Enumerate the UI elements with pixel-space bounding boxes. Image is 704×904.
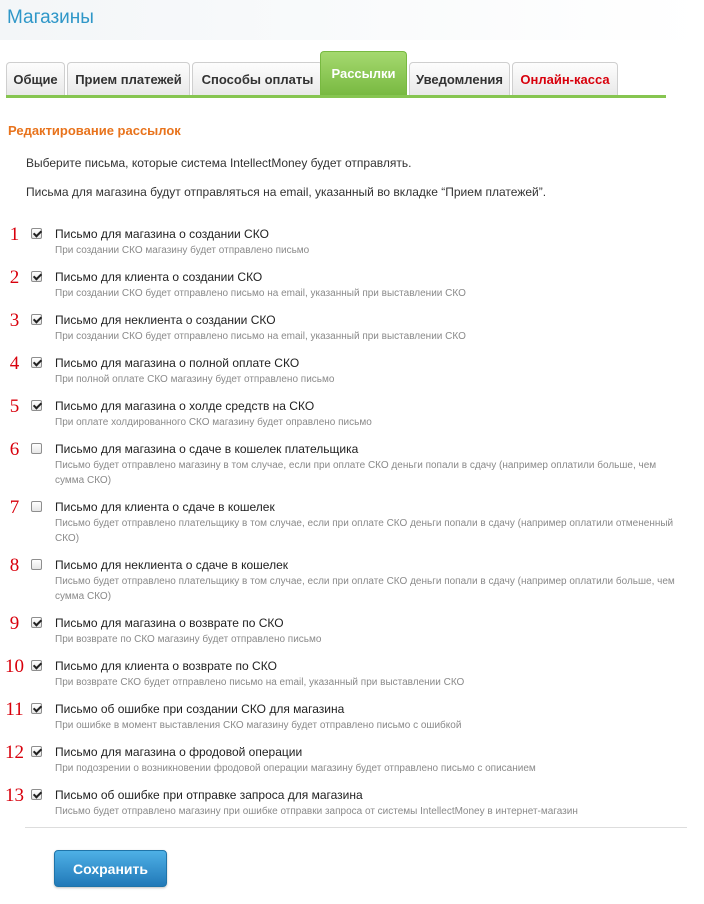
section-title: Редактирование рассылок	[8, 123, 181, 138]
item-number: 4	[9, 353, 20, 374]
tab-online-cashbox[interactable]: Онлайн-касса	[512, 62, 618, 95]
page-title: Магазины	[7, 7, 94, 28]
item-description: Письмо будет отправлено магазину при ошибке отправки запроса от системы IntellectMoney в интернет-магазин	[55, 806, 578, 817]
item-number: 2	[9, 267, 20, 288]
item-number: 8	[9, 555, 20, 576]
item-checkbox[interactable]	[31, 271, 42, 282]
item-description: При возврате по СКО магазину будет отправлено письмо	[55, 634, 322, 645]
item-label[interactable]: Письмо для клиента о сдаче в кошелек	[55, 500, 275, 514]
item-number: 11	[5, 699, 24, 720]
item-checkbox[interactable]	[31, 357, 42, 368]
tab-general[interactable]: Общие	[6, 62, 65, 95]
item-label[interactable]: Письмо для магазина о полной оплате СКО	[55, 356, 300, 370]
item-checkbox[interactable]	[31, 314, 42, 325]
item-label[interactable]: Письмо об ошибке при создании СКО для магазина	[55, 702, 345, 716]
item-checkbox[interactable]	[31, 501, 42, 512]
divider	[25, 827, 687, 828]
item-number: 7	[9, 497, 20, 518]
item-number: 3	[9, 310, 20, 331]
item-description: Письмо будет отправлено плательщику в том случае, если при оплате СКО деньги попали в сдачу (например оплатили больше, чем сумма СКО)	[55, 576, 675, 602]
tab-notifications[interactable]: Уведомления	[409, 62, 510, 95]
item-label[interactable]: Письмо для магазина о создании СКО	[55, 227, 269, 241]
item-label[interactable]: Письмо об ошибке при отправке запроса для магазина	[55, 788, 363, 802]
item-label[interactable]: Письмо для неклиента о сдаче в кошелек	[55, 558, 289, 572]
item-label[interactable]: Письмо для неклиента о создании СКО	[55, 313, 276, 327]
tab-underline	[6, 95, 666, 98]
item-description: При возврате СКО будет отправлено письмо на email, указанный при выставлении СКО	[55, 677, 465, 688]
item-number: 10	[5, 656, 24, 677]
item-description: При создании СКО будет отправлено письмо на email, указанный при выставлении СКО	[55, 288, 466, 299]
item-label[interactable]: Письмо для магазина о сдаче в кошелек плательщика	[55, 442, 359, 456]
item-label[interactable]: Письмо для клиента о создании СКО	[55, 270, 263, 284]
item-number: 1	[9, 224, 20, 245]
item-label[interactable]: Письмо для магазина о фродовой операции	[55, 745, 303, 759]
item-number: 6	[9, 439, 20, 460]
item-description: При ошибке в момент выставления СКО магазину будет отправлено письмо с ошибкой	[55, 720, 462, 731]
item-number: 12	[5, 742, 24, 763]
item-checkbox[interactable]	[31, 746, 42, 757]
item-checkbox[interactable]	[31, 559, 42, 570]
item-checkbox[interactable]	[31, 443, 42, 454]
item-description: При создании СКО магазину будет отправлено письмо	[55, 245, 310, 256]
header-band	[0, 0, 704, 40]
item-description: При создании СКО будет отправлено письмо на email, указанный при выставлении СКО	[55, 331, 466, 342]
item-description: Письмо будет отправлено плательщику в том случае, если при оплате СКО деньги попали в сдачу (например оплатили отмененный СКО)	[55, 518, 674, 544]
item-checkbox[interactable]	[31, 400, 42, 411]
item-description: При подозрении о возникновении фродовой операции магазину будет отправлено письмо с описанием	[55, 763, 536, 774]
item-checkbox[interactable]	[31, 703, 42, 714]
save-button[interactable]: Сохранить	[54, 850, 167, 887]
intro-email-note: Письма для магазина будут отправляться на email, указанный во вкладке “Прием платежей”.	[26, 185, 547, 199]
intro-text: Выберите письма, которые система IntellectMoney будет отправлять.	[26, 156, 412, 170]
tab-payment-acceptance[interactable]: Прием платежей	[67, 62, 190, 95]
tab-mailings[interactable]: Рассылки	[320, 51, 407, 95]
item-description: При полной оплате СКО магазину будет отправлено письмо	[55, 374, 335, 385]
item-checkbox[interactable]	[31, 660, 42, 671]
item-label[interactable]: Письмо для магазина о возврате по СКО	[55, 616, 284, 630]
item-label[interactable]: Письмо для клиента о возврате по СКО	[55, 659, 277, 673]
tab-bar	[6, 51, 666, 99]
item-checkbox[interactable]	[31, 617, 42, 628]
item-label[interactable]: Письмо для магазина о холде средств на СКО	[55, 399, 315, 413]
item-description: Письмо будет отправлено магазину в том случае, если при оплате СКО деньги попали в сдачу (например оплатили больше, чем сумма СКО)	[55, 460, 657, 486]
tab-payment-methods[interactable]: Способы оплаты	[192, 62, 323, 95]
item-checkbox[interactable]	[31, 228, 42, 239]
item-number: 13	[5, 785, 24, 806]
item-number: 5	[9, 396, 20, 417]
item-checkbox[interactable]	[31, 789, 42, 800]
item-description: При оплате холдированного СКО магазину будет оправлено письмо	[55, 417, 372, 428]
item-number: 9	[9, 613, 20, 634]
